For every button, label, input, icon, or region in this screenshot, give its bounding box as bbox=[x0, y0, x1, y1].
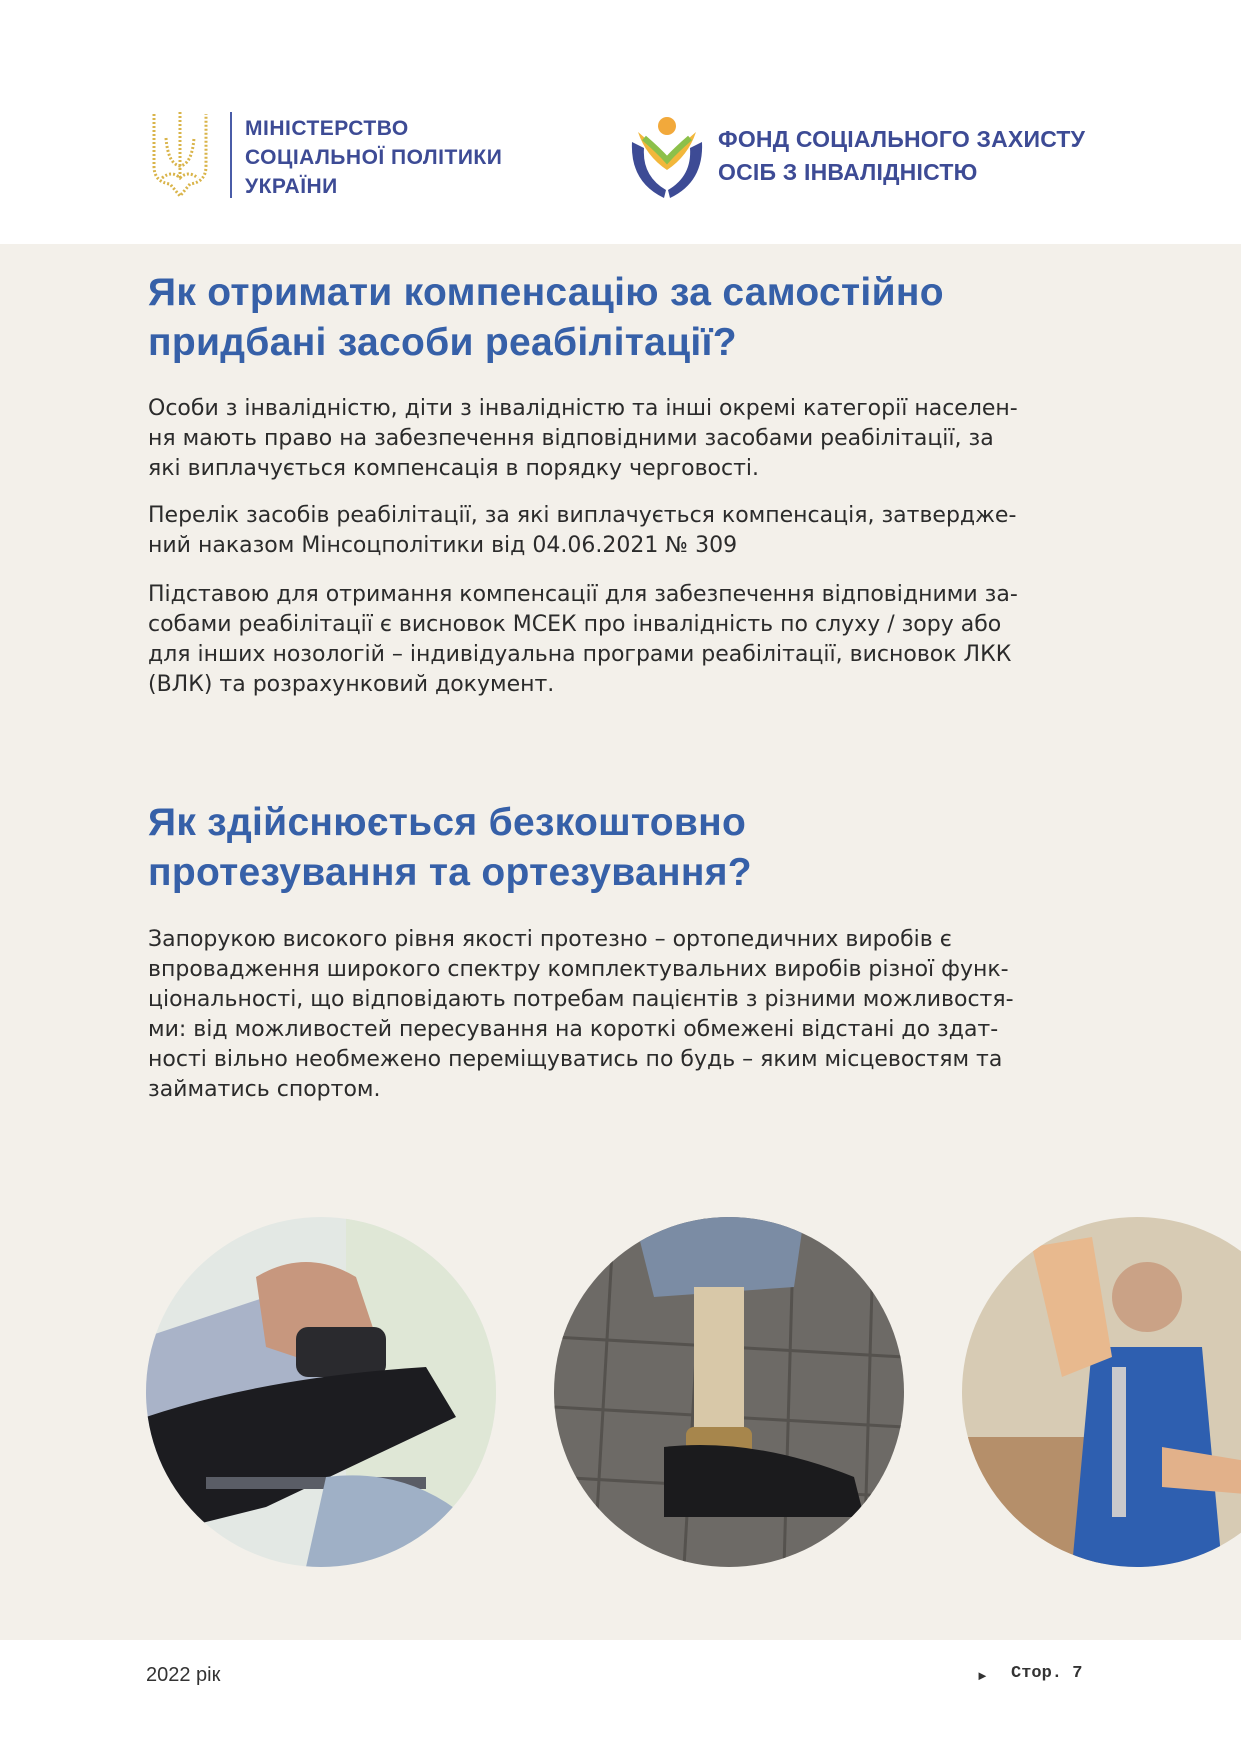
fund-line: ФОНД СОЦІАЛЬНОГО ЗАХИСТУ bbox=[718, 126, 1086, 152]
text-line: які виплачується компенсація в порядку черговості. bbox=[148, 456, 760, 481]
text-line: ми: від можливостей пересування на короткі обмежені відстані до здат- bbox=[148, 1017, 999, 1042]
page-number: Стор. 7 bbox=[1011, 1664, 1083, 1683]
text-line: ня мають право на забезпечення відповідними засобами реабілітації, за bbox=[148, 426, 994, 451]
text-line: займатись спортом. bbox=[148, 1077, 381, 1102]
text-line: Перелік засобів реабілітації, за які виплачується компенсація, затвердже- bbox=[148, 503, 1017, 528]
heading-line: протезування та ортезування? bbox=[148, 851, 752, 894]
text-line: Особи з інвалідністю, діти з інвалідністю та інші окремі категорії населен- bbox=[148, 396, 1018, 421]
ministry-name bbox=[245, 114, 502, 201]
text-line: ціональності, що відповідають потребам пацієнтів з різними можливостя- bbox=[148, 987, 1014, 1012]
text-line: Підставою для отримання компенсації для забезпечення відповідними за- bbox=[148, 582, 1018, 607]
heading-line: придбані засоби реабілітації? bbox=[148, 321, 737, 364]
ministry-line: СОЦІАЛЬНОЇ ПОЛІТИКИ bbox=[245, 146, 503, 169]
ministry-line: УКРАЇНИ bbox=[245, 175, 338, 198]
wheelchair-joystick-photo bbox=[146, 1217, 496, 1567]
heading-line: Як отримати компенсацію за самостійно bbox=[148, 271, 944, 314]
paragraph-list-order bbox=[148, 501, 1092, 561]
hands-heart-icon bbox=[628, 112, 706, 202]
paragraph-quality bbox=[148, 925, 1092, 1105]
paragraph-basis bbox=[148, 580, 1092, 700]
text-line: для інших нозологій – індивідуальна програми реабілітації, висновок ЛКК bbox=[148, 642, 1012, 667]
ministry-divider bbox=[230, 112, 232, 198]
text-line: собами реабілітації є висновок МСЕК про інвалідність по слуху / зору або bbox=[148, 612, 1002, 637]
text-line: ності вільно необмежено переміщуватись по будь – яким місцевостям та bbox=[148, 1047, 1003, 1072]
text-line: Запорукою високого рівня якості протезно – ортопедичних виробів є bbox=[148, 927, 952, 952]
fund-line: ОСІБ З ІНВАЛІДНІСТЮ bbox=[718, 159, 978, 185]
text-line: впровадження широкого спектру комплектувальних виробів різної функ- bbox=[148, 957, 1009, 982]
footer-year: 2022 рік bbox=[146, 1664, 221, 1686]
trident-icon bbox=[146, 108, 214, 202]
fund-name bbox=[718, 123, 1085, 189]
page-footer bbox=[0, 1640, 1241, 1754]
ministry-line: МІНІСТЕРСТВО bbox=[245, 117, 409, 140]
text-line: (ВЛК) та розрахунковий документ. bbox=[148, 672, 555, 697]
page-arrow-icon: ► bbox=[976, 1668, 989, 1683]
section-heading-compensation bbox=[148, 268, 944, 368]
heading-line: Як здійснюється безкоштовно bbox=[148, 801, 747, 844]
paragraph-rights bbox=[148, 394, 1092, 484]
section-heading-prosthetics bbox=[148, 798, 752, 898]
prosthetic-leg-photo bbox=[554, 1217, 904, 1567]
text-line: ний наказом Мінсоцполітики від 04.06.2021 № 309 bbox=[148, 533, 738, 558]
